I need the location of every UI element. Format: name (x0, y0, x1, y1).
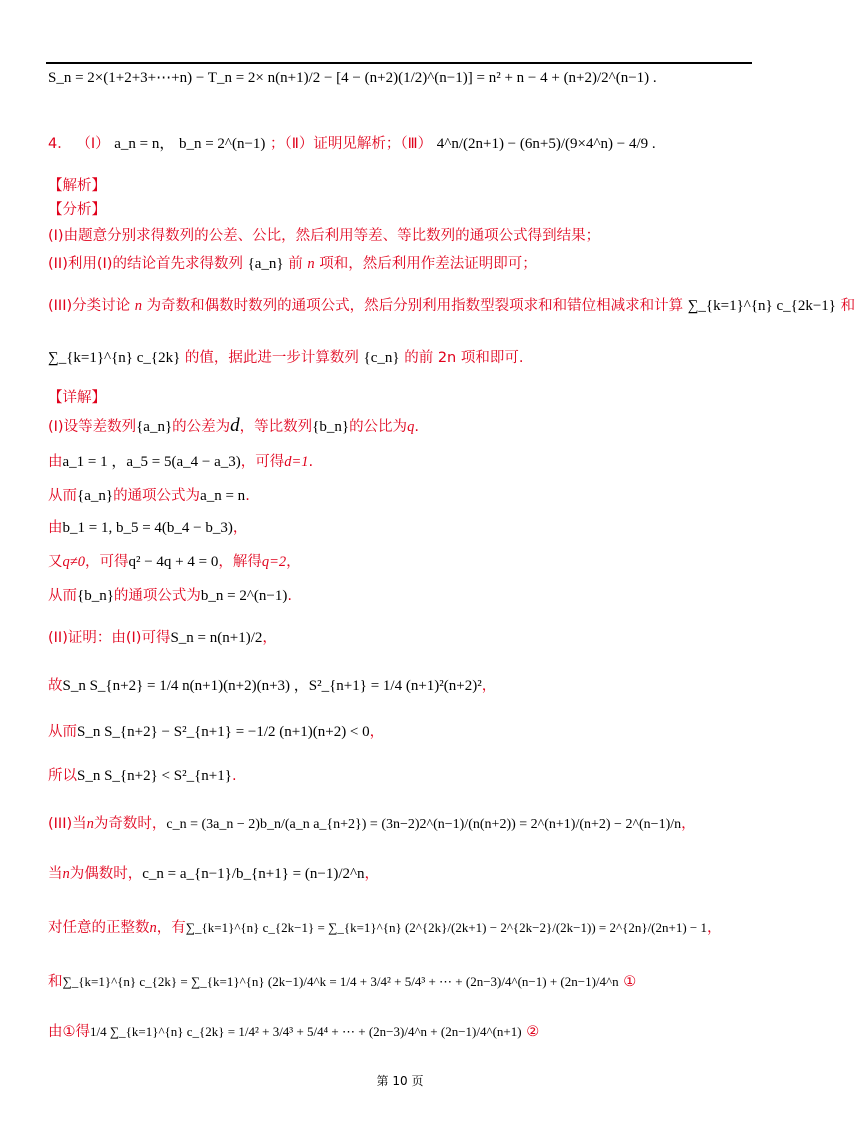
fenxi-line-4-a: 的值，据此进一步计算数列 (184, 350, 359, 366)
detail-line-2 (48, 452, 313, 472)
d4-a: 由 (48, 520, 63, 536)
d11-n: n (86, 816, 94, 832)
d3-formula: a_n = n (200, 488, 246, 504)
detail-line-12 (48, 864, 379, 884)
d8-a: 故 (48, 678, 63, 694)
tag-xiangjie: 【详解】 (48, 390, 106, 406)
answer-part3-formula: 4^n/(2n+1) − (6n+5)/(9×4^n) − 4/9 . (436, 136, 656, 152)
d1-an: {a_n} (136, 419, 173, 435)
d10-formula: S_n S_{n+2} < S²_{n+1} (77, 768, 232, 784)
d6-c: . (287, 588, 292, 604)
d1-d: d (230, 415, 240, 436)
d9-a: 从而 (48, 724, 77, 740)
fenxi-line-4-b: 的前 (404, 350, 434, 366)
d14-a: 和 (48, 974, 63, 990)
d12-formula: c_n = a_{n−1}/b_{n+1} = (n−1)/2^n (142, 866, 365, 882)
d5-q2: q=2 (261, 554, 287, 570)
d6-bn: {b_n} (77, 588, 114, 604)
detail-line-13 (48, 918, 722, 938)
detail-line-6 (48, 586, 292, 606)
d9-formula: S_n S_{n+2} − S²_{n+1} = −1/2 (n+1)(n+2) < 0 (77, 724, 370, 740)
d7-formula: S_n = n(n+1)/2 (170, 630, 263, 646)
d5-q: q≠0 (62, 554, 85, 570)
fenxi-2n: 2n (437, 350, 457, 366)
d13-formula: ∑_{k=1}^{n} c_{2k−1} = ∑_{k=1}^{n} (2^{2k}/(2k+1) − 2^{2k−2}/(2k−1)) = 2^{2n}/(2n+1) − 1 (185, 920, 708, 935)
d7-b: ， (262, 630, 277, 646)
fenxi-sum-odd: ∑_{k=1}^{n} c_{2k−1} (687, 298, 836, 314)
detail-line-1 (48, 416, 419, 437)
d2-b: ，可得 (240, 454, 285, 470)
d14-circle-1: ① (623, 974, 637, 990)
d13-a: 对任意的正整数 (48, 920, 150, 936)
d2-a: 由 (48, 454, 63, 470)
d4-formula: b_1 = 1, b_5 = 4(b_4 − b_3) (62, 520, 233, 536)
detail-line-7 (48, 628, 277, 648)
fenxi-and: 和 (840, 298, 855, 314)
detail-line-15 (48, 1022, 539, 1042)
d3-an: {a_n} (77, 488, 114, 504)
d5-c: ，解得 (218, 554, 262, 570)
tag-fenxi: 【分析】 (48, 202, 106, 218)
d11-b: 为奇数时， (93, 816, 167, 832)
page-number: 第 10 页 (376, 1074, 424, 1088)
fenxi-line-2 (48, 254, 537, 274)
d11-c: ， (681, 816, 696, 832)
fenxi-line-3-a: (III)分类讨论 (48, 298, 131, 314)
fenxi-line-3 (48, 296, 855, 316)
fenxi-line-3-n: n (134, 298, 143, 314)
d1-a: (I)设等差数列 (48, 419, 137, 435)
d15-a: 由①得 (48, 1024, 90, 1040)
d3-c: . (245, 488, 250, 504)
fenxi-seq-an: {a_n} (247, 256, 284, 272)
d15-circle-2: ② (526, 1024, 540, 1040)
answer-part2-3-label: ；（Ⅱ）证明见解析；（Ⅲ） (270, 136, 433, 152)
detail-line-5 (48, 552, 301, 572)
d1-q: q (407, 419, 415, 435)
sn-formula (48, 68, 657, 88)
d4-b: ， (232, 520, 248, 536)
d2-c: . (308, 454, 314, 470)
fenxi-line-4 (48, 348, 523, 368)
d10-b: . (231, 768, 237, 784)
d8-b: ， (481, 678, 497, 694)
d1-f: . (414, 419, 419, 435)
fenxi-line-2-b: 前 (288, 256, 303, 272)
d5-d: ， (286, 554, 301, 570)
fenxi-n: n (307, 256, 315, 272)
fenxi-line-4-c: 项和即可. (460, 350, 524, 366)
fenxi-sum-even: ∑_{k=1}^{n} c_{2k} (48, 350, 181, 366)
fenxi-seq-cn: {c_n} (363, 350, 400, 366)
detail-line-3 (48, 486, 250, 506)
d6-b: 的通项公式为 (113, 588, 201, 604)
d6-formula: b_n = 2^(n−1) (200, 588, 288, 604)
d5-formula: q² − 4q + 4 = 0 (128, 554, 219, 570)
d11-a: (III)当 (48, 816, 87, 832)
d5-a: 又 (48, 554, 63, 570)
d1-bn: {b_n} (312, 419, 350, 435)
fenxi-line-1: (I)由题意分别求得数列的公差、公比，然后利用等差、等比数列的通项公式得到结果； (48, 228, 601, 244)
answer-number: 4． (48, 136, 72, 152)
answer-4 (48, 134, 656, 154)
d12-a: 当 (48, 866, 63, 882)
d13-n: n (149, 920, 157, 936)
detail-line-8 (48, 676, 496, 696)
tag-jiexi: 【解析】 (48, 178, 106, 194)
d2-formula: a_1 = 1 ，a_5 = 5(a_4 − a_3) (62, 454, 241, 470)
d9-b: ， (369, 724, 385, 740)
d2-d1: d=1 (284, 454, 309, 470)
d8-formula: S_n S_{n+2} = 1/4 n(n+1)(n+2)(n+3) ，S²_{n+1} = 1/4 (n+1)²(n+2)² (62, 678, 482, 694)
d1-e: 的公比为 (349, 419, 408, 435)
d1-c: ，等比数列 (239, 419, 313, 435)
d11-formula: c_n = (3a_n − 2)b_n/(a_n a_{n+2}) = (3n−2)2^(n−1)/(n(n+2)) = 2^(n+1)/(n+2) − 2^(n−1)/n (166, 817, 682, 832)
fenxi-line-3-b: 为奇数和偶数时数列的通项公式，然后分别利用指数型裂项求和和错位相减求和计算 (146, 298, 684, 314)
answer-bn: b_n = 2^(n−1) (178, 136, 266, 152)
answer-an: a_n = n， (114, 136, 175, 152)
d15-formula: 1/4 ∑_{k=1}^{n} c_{2k} = 1/4² + 3/4³ + 5/4⁴ + ⋯ + (2n−3)/4^n + (2n−1)/4^(n+1) (90, 1024, 522, 1039)
d12-c: ， (364, 866, 380, 882)
d6-a: 从而 (48, 588, 77, 604)
answer-part1-label: （Ⅰ） (76, 136, 110, 152)
d5-b: ，可得 (84, 554, 129, 570)
d3-b: 的通项公式为 (113, 488, 201, 504)
detail-line-9 (48, 722, 384, 742)
d12-n: n (62, 866, 70, 882)
detail-line-4 (48, 518, 247, 538)
d7-a: (II)证明：由(I)可得 (48, 630, 171, 646)
d14-formula: ∑_{k=1}^{n} c_{2k} = ∑_{k=1}^{n} (2k−1)/4^k = 1/4 + 3/4² + 5/4³ + ⋯ + (2n−3)/4^(n−1) + (2n−1)/4^n (62, 974, 619, 989)
d1-b: 的公差为 (172, 419, 231, 435)
sn-formula-text: S_n = 2×(1+2+3+⋯+n) − T_n = 2× n(n+1)/2 − [4 − (n+2)(1/2)^(n−1)] = n² + n − 4 + (n+2)/2^(n−1) . (48, 70, 657, 86)
detail-line-11 (48, 814, 696, 835)
d10-a: 所以 (48, 768, 77, 784)
header-rule (46, 62, 752, 64)
d13-b: ，有 (156, 920, 186, 936)
fenxi-line-2-a: (II)利用(I)的结论首先求得数列 (48, 256, 243, 272)
d13-c: ， (707, 920, 722, 936)
detail-line-14 (48, 972, 636, 992)
d3-a: 从而 (48, 488, 77, 504)
d12-b: 为偶数时， (69, 866, 143, 882)
detail-line-10 (48, 766, 237, 786)
fenxi-line-2-c: 项和，然后利用作差法证明即可； (319, 256, 537, 272)
